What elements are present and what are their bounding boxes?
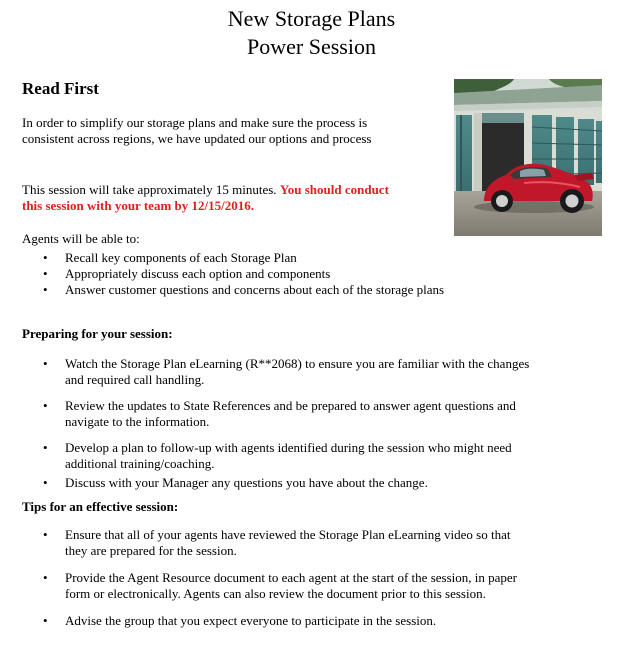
storage-garage-car-photo xyxy=(454,79,602,236)
list-item: • Answer customer questions and concerns about each of the storage plans xyxy=(65,282,444,298)
list-item: • Review the updates to State References and be prepared to answer agent questions and navigate to the information. xyxy=(65,398,529,430)
preparing-heading: Preparing for your session: xyxy=(22,326,173,341)
list-item: • Discuss with your Manager any questions you have about the change. xyxy=(65,475,529,491)
session-duration-text: This session will take approximately 15 minutes. xyxy=(22,182,277,197)
agents-outcome-list xyxy=(65,250,444,298)
list-item: • Appropriately discuss each option and components xyxy=(65,266,444,282)
list-item: • Ensure that all of your agents have reviewed the Storage Plan eLearning video so that they are prepared for the session. xyxy=(65,527,517,559)
intro-line-1: In order to simplify our storage plans and make sure the process is xyxy=(22,115,368,130)
preparing-list xyxy=(65,356,529,491)
document-title-line2: Power Session xyxy=(247,34,376,59)
session-paragraph xyxy=(22,182,389,198)
tips-heading: Tips for an effective session: xyxy=(22,499,179,514)
agents-lead: Agents will be able to: xyxy=(22,231,140,246)
list-item: • Develop a plan to follow-up with agents identified during the session who might need additional training/coaching. xyxy=(65,440,529,472)
intro-line-2: consistent across regions, we have updated our options and process xyxy=(22,131,372,146)
list-item: • Recall key components of each Storage Plan xyxy=(65,250,444,266)
list-item: • Watch the Storage Plan eLearning (R**2068) to ensure you are familiar with the changes and required call handling. xyxy=(65,356,529,388)
list-item: • Provide the Agent Resource document to each agent at the start of the session, in paper form or electronically. Agents can also review the document prior to this session. xyxy=(65,570,517,602)
session-deadline-red-1: You should conduct xyxy=(279,182,389,197)
document-title-line1: New Storage Plans xyxy=(227,6,396,31)
read-first-heading: Read First xyxy=(22,79,99,98)
tips-list xyxy=(65,527,517,629)
list-item: • Advise the group that you expect everyone to participate in the session. xyxy=(65,613,517,629)
session-deadline-red-2: this session with your team by 12/15/2016. xyxy=(22,198,254,213)
